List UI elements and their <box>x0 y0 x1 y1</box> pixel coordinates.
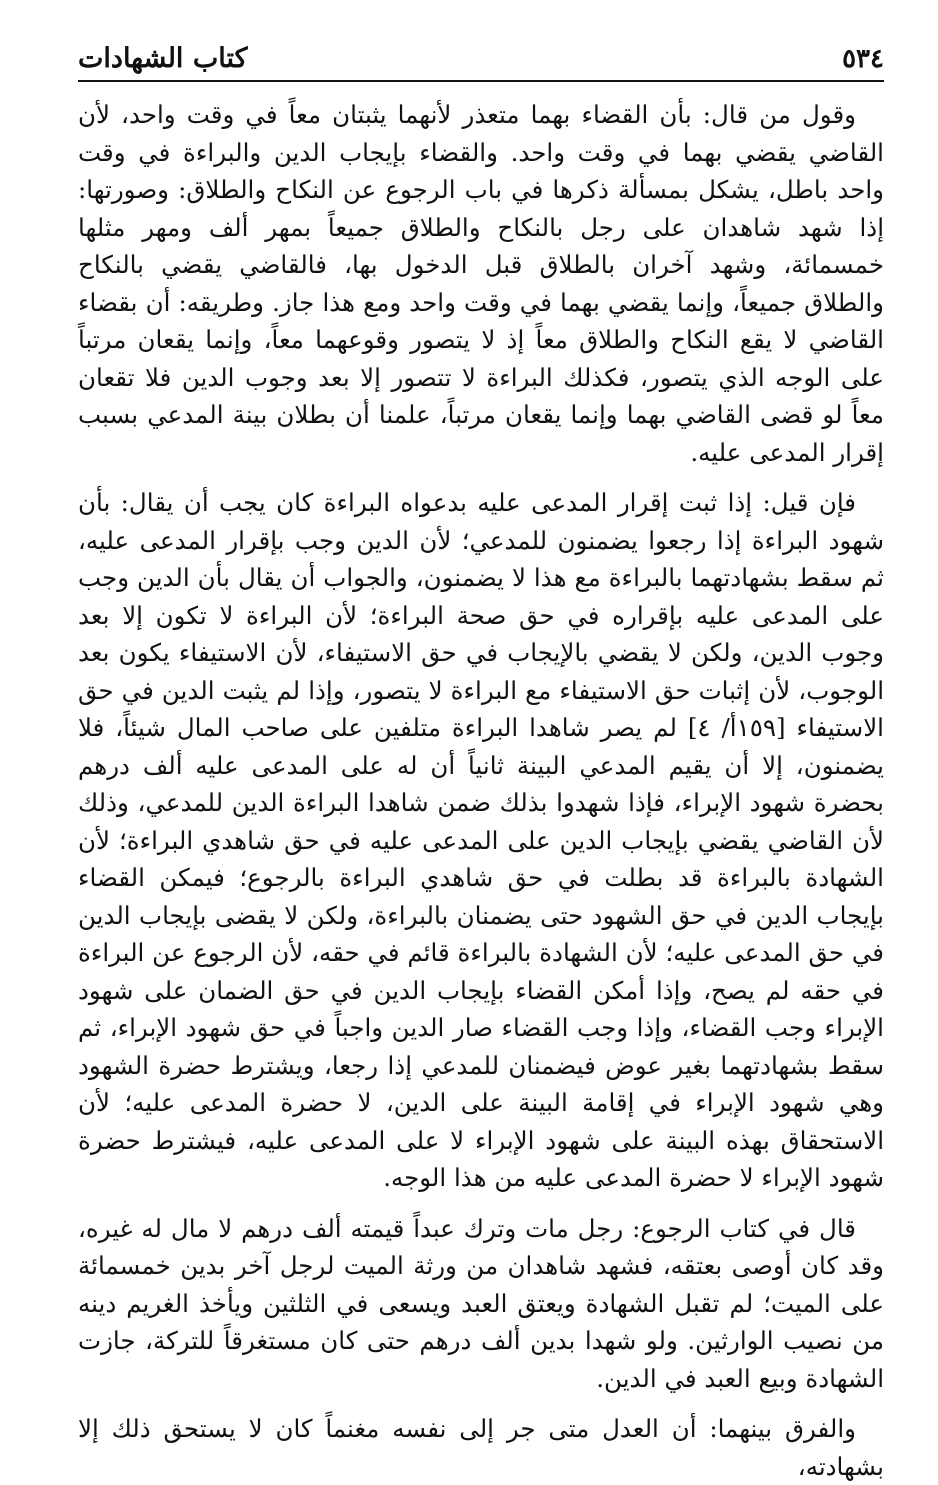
paragraph-text: قال في كتاب الرجوع: رجل مات وترك عبداً قيمته ألف درهم لا مال له غيره، وقد كان أوصى بعتقه، فشهد شاهدان من ورثة الميت لرجل آخر بدين خمسمائة على الميت؛ لم تقبل الشهادة ويعتق العبد ويسعى في الثلثين ويأخذ الغريم دينه من نصيب الوارثين. ولو شهدا بدين ألف درهم حتى كان مستغرقاً للتركة، جازت الشهادة وبيع العبد في الدين. <box>78 1213 884 1393</box>
page-body <box>78 96 884 1485</box>
paragraph-3 <box>78 1210 884 1398</box>
paragraph-4 <box>78 1410 884 1485</box>
paragraph-text: وقول من قال: بأن القضاء بهما متعذر لأنهما يثبتان معاً في وقت واحد، لأن القاضي يقضي بهما في وقت واحد. والقضاء بإيجاب الدين والبراءة في وقت واحد باطل، يشكل بمسألة ذكرها في باب الرجوع عن النكاح والطلاق: وصورتها: إذا شهد شاهدان على رجل بالنكاح والطلاق جميعاً بمهر ألف ومهر مثلها خمسمائة، وشهد آخران بالطلاق قبل الدخول بها، فالقاضي يقضي بالنكاح والطلاق جميعاً، وإنما يقضي بهما في وقت واحد ومع هذا جاز. وطريقه: أن بقضاء القاضي لا يقع النكاح والطلاق معاً إذ لا يتصور وقوعهما معاً، وإنما يقعان مرتباً على الوجه الذي يتصور، فكذلك البراءة لا تتصور إلا بعد وجوب الدين فلا تقعان معاً لو قضى القاضي بهما وإنما يقعان مرتباً، علمنا أن بطلان بينة المدعي بسبب إقرار المدعى عليه. <box>78 100 884 467</box>
paragraph-text: والفرق بينهما: أن العدل متى جر إلى نفسه مغنماً كان لا يستحق ذلك إلا بشهادته، <box>78 1414 884 1481</box>
book-title: كتاب الشهادات <box>78 43 248 74</box>
paragraph-2 <box>78 484 884 1197</box>
paragraph-1 <box>78 96 884 471</box>
page-number: ٥٣٤ <box>842 44 884 74</box>
paragraph-text: فإن قيل: إذا ثبت إقرار المدعى عليه بدعواه البراءة كان يجب أن يقال: بأن شهود البراءة إذا رجعوا يضمنون للمدعي؛ لأن الدين وجب بإقرار المدعى عليه، ثم سقط بشهادتهما بالبراءة مع هذا لا يضمنون، والجواب أن يقال بأن الدين وجب على المدعى عليه بإقراره في حق صحة البراءة؛ لأن البراءة لا تكون إلا بعد وجوب الدين، ولكن لا يقضي بالإيجاب في حق الاستيفاء، لأن الاستيفاء يكون بعد الوجوب، لأن إثبات حق الاستيفاء مع البراءة لا يتصور، وإذا لم يثبت الدين في حق الاستيفاء [١٥٩أ/ ٤] لم يصر شاهدا البراءة متلفين على صاحب المال شيئاً، فلا يضمنون، إلا أن يقيم المدعي البينة ثانياً أن له على المدعى عليه ألف درهم بحضرة شهود الإبراء، فإذا شهدوا بذلك ضمن شاهدا البراءة الدين للمدعي، وذلك لأن القاضي يقضي بإيجاب الدين على المدعى عليه في حق شاهدي البراءة؛ لأن الشهادة بالبراءة قد بطلت في حق شاهدي البراءة بالرجوع؛ فيمكن القضاء بإيجاب الدين في حق الشهود حتى يضمنان بالبراءة، ولكن لا يقضى بإيجاب الدين في حق المدعى عليه؛ لأن الشهادة بالبراءة قائم في حقه، لأن الرجوع عن البراءة في حقه لم يصح، وإذا أمكن القضاء بإيجاب الدين في حق الضمان على شهود الإبراء وجب القضاء، وإذا وجب القضاء صار الدين واجباً في حق شهود الإبراء، ثم سقط بشهادتهما بغير عوض فيضمنان للمدعي إذا رجعا، ويشترط حضرة الشهود وهي شهود الإبراء في إقامة البينة على الدين، لا حضرة المدعى عليه؛ لأن الاستحقاق بهذه البينة على شهود الإبراء لا على المدعى عليه، فيشترط حضرة شهود الإبراء لا حضرة المدعى عليه من هذا الوجه. <box>78 488 884 1192</box>
running-header <box>78 34 884 82</box>
